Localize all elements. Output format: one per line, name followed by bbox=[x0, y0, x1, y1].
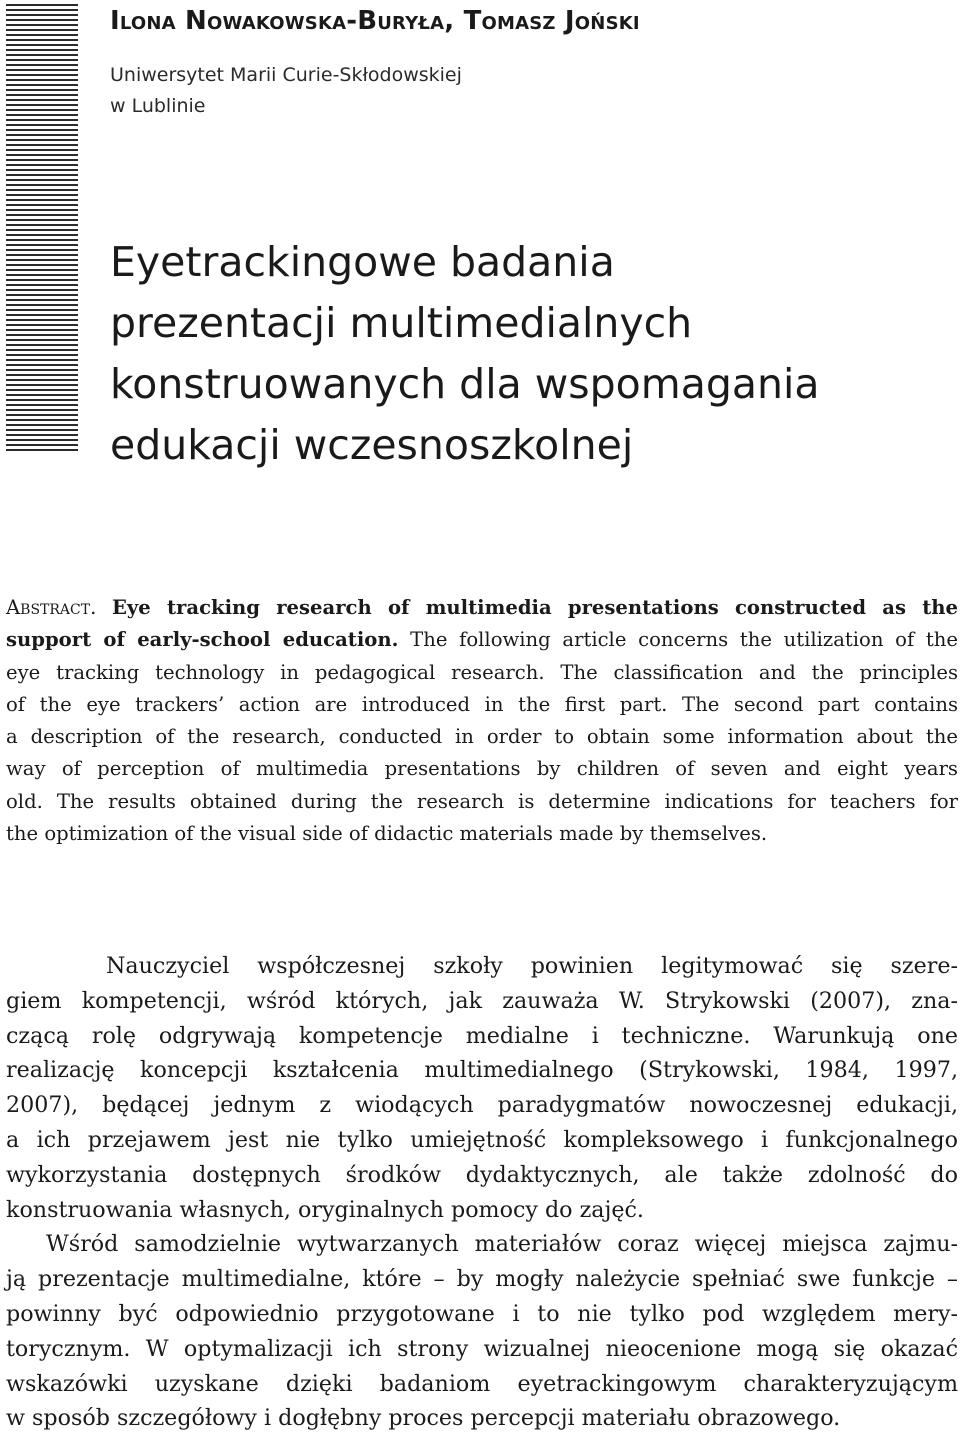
article-title bbox=[110, 232, 819, 476]
abstract-bold-heading: support of early-school education. bbox=[6, 628, 399, 652]
decorative-stripe-block bbox=[6, 4, 78, 454]
abstract-line: a description of the research, conducted in order to obtain some information about the bbox=[6, 725, 958, 749]
abstract-line: eye tracking technology in pedagogical research. The classification and the principles bbox=[6, 660, 958, 684]
article-body bbox=[6, 949, 958, 1436]
abstract-text: The following article concerns the utilization of the bbox=[410, 628, 959, 652]
affiliation-line: w Lublinie bbox=[110, 95, 206, 117]
abstract-label: Abstract. bbox=[6, 596, 97, 619]
abstract-line: way of perception of multimedia presentations by children of seven and eight years bbox=[6, 757, 958, 781]
paragraph-line: Wśród samodzielnie wytwarzanych materiałów coraz więcej miejsca zajmu- bbox=[46, 1231, 958, 1258]
abstract-line: the optimization of the visual side of didactic materials made by themselves. bbox=[6, 822, 768, 846]
title-line: Eyetrackingowe badania bbox=[110, 238, 615, 286]
title-line: konstruowanych dla wspomagania bbox=[110, 360, 820, 408]
abstract-line bbox=[6, 624, 958, 656]
abstract-line: of the eye trackers’ action are introduced in the first part. The second part contains bbox=[6, 692, 958, 716]
abstract bbox=[6, 592, 958, 850]
paragraph-line: czącą rolę odgrywają kompetencje medialne i techniczne. Warunkują one bbox=[6, 1022, 958, 1049]
abstract-line: old. The results obtained during the research is determine indications for teachers for bbox=[6, 789, 958, 813]
abstract-line bbox=[6, 592, 958, 624]
abstract-bold-heading: Eye tracking research of multimedia presentations constructed as the bbox=[111, 596, 959, 619]
paragraph-line: ją prezentacje multimedialne, które – by mogły należycie spełniać swe funkcje – bbox=[6, 1266, 958, 1293]
paragraph-line: torycznym. W optymalizacji ich strony wizualnej nieocenione mogą się okazać bbox=[6, 1335, 958, 1362]
paragraph-line: powinny być odpowiednio przygotowane i to nie tylko pod względem mery- bbox=[6, 1300, 958, 1327]
title-line: prezentacji multimedialnych bbox=[110, 299, 693, 347]
paragraph-line: konstruowania własnych, oryginalnych pomocy do zajęć. bbox=[6, 1196, 644, 1223]
paragraph-line: wykorzystania dostępnych środków dydaktycznych, ale także zdolność do bbox=[6, 1161, 958, 1188]
paragraph-line: a ich przejawem jest nie tylko umiejętność kompleksowego i funkcjonalnego bbox=[6, 1126, 958, 1153]
paragraph-line: Nauczyciel współczesnej szkoły powinien legitymować się szere- bbox=[106, 953, 958, 979]
affiliation-line: Uniwersytet Marii Curie-Skłodowskiej bbox=[110, 64, 462, 86]
author-affiliation bbox=[110, 60, 462, 122]
paragraph-line: 2007), będącej jednym z wiodących paradygmatów nowoczesnej edukacji, bbox=[6, 1092, 958, 1119]
paragraph-line: w sposób szczegółowy i dogłębny proces percepcji materiału obrazowego. bbox=[6, 1405, 841, 1432]
paragraph-line: wskazówki uzyskane dzięki badaniom eyetrackingowym charakteryzującym bbox=[6, 1370, 958, 1397]
article-authors: Ilona Nowakowska-Buryła, Tomasz Joński bbox=[110, 6, 640, 36]
title-line: edukacji wczesnoszkolnej bbox=[110, 421, 634, 469]
paragraph-line: giem kompetencji, wśród których, jak zauważa W. Strykowski (2007), zna- bbox=[6, 987, 958, 1014]
paragraph-line: realizację koncepcji kształcenia multimedialnego (Strykowski, 1984, 1997, bbox=[6, 1057, 958, 1084]
